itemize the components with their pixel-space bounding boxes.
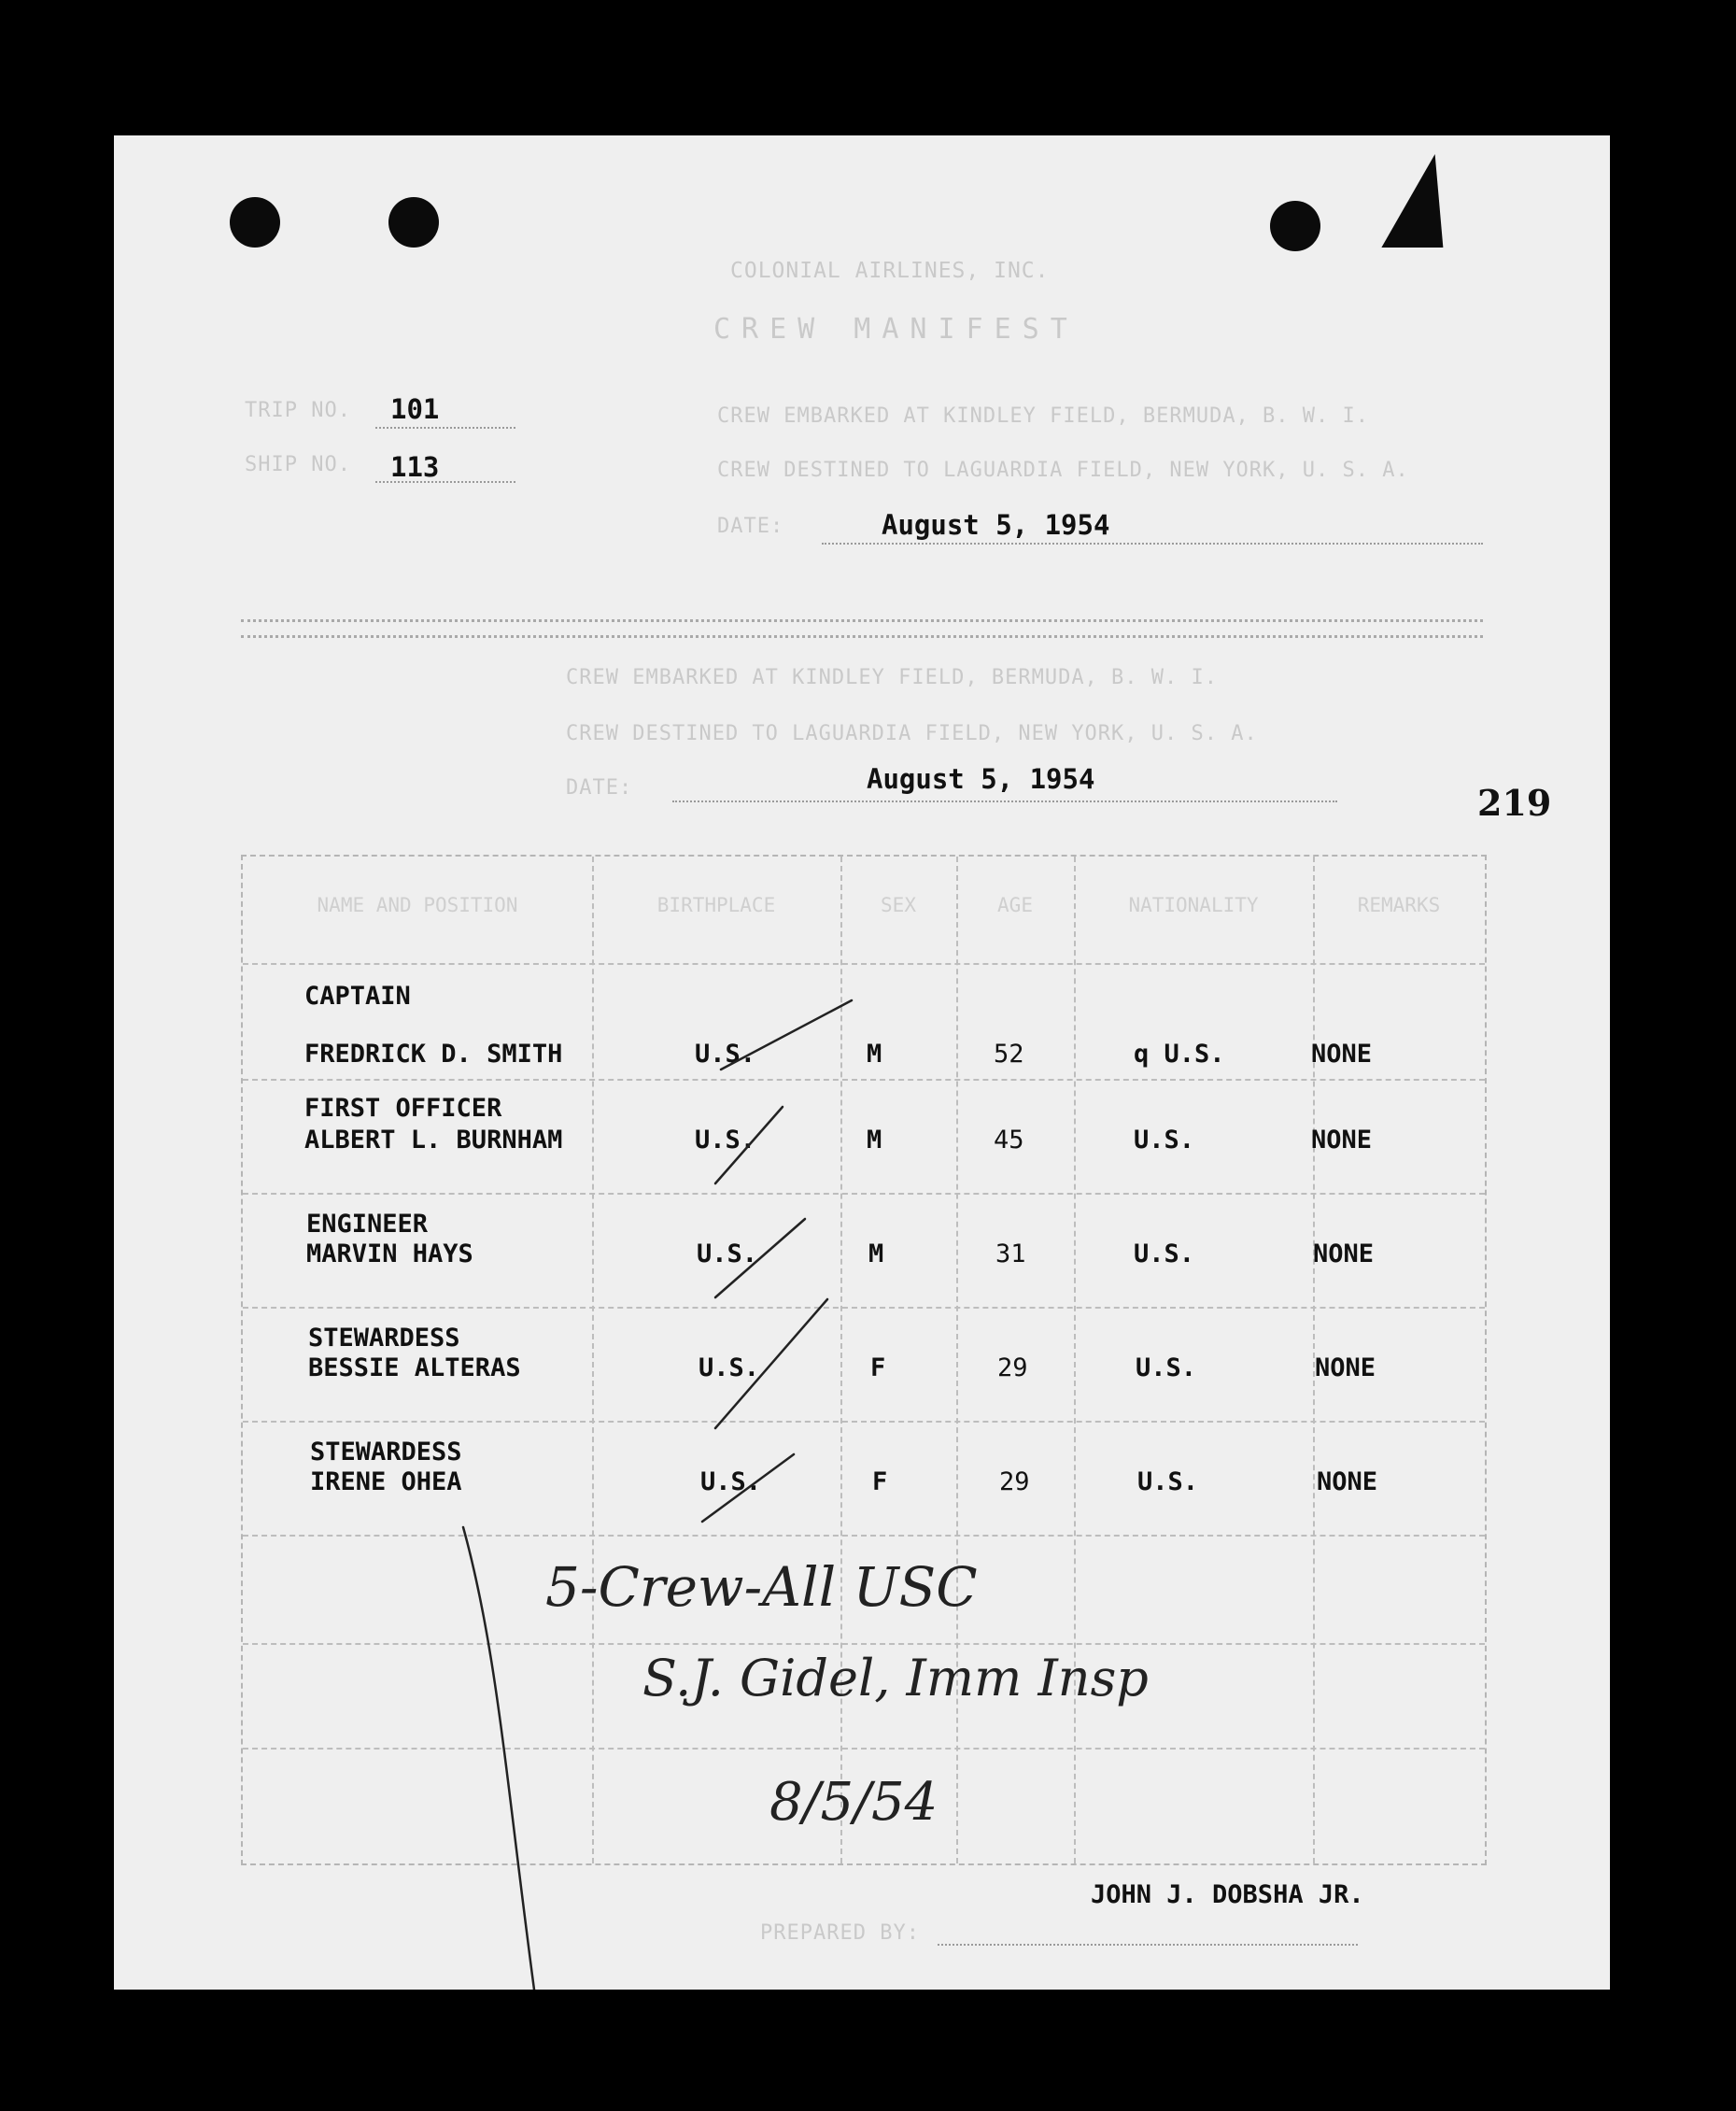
embarked-line: CREW EMBARKED AT KINDLEY FIELD, BERMUDA, B. W. I. [717,404,1370,428]
crew-position: STEWARDESS [310,1438,462,1466]
crew-age: 45 [994,1126,1024,1155]
check-mark [702,1454,794,1522]
crew-position: STEWARDESS [308,1324,460,1353]
crew-sex: F [872,1467,888,1496]
crew-nationality: U.S. [1137,1467,1199,1496]
crew-name: MARVIN HAYS [306,1240,473,1268]
crew-sex: M [868,1240,884,1268]
crew-name: ALBERT L. BURNHAM [304,1126,563,1155]
crew-nationality: U.S. [1134,1126,1195,1155]
crew-sex: F [870,1353,886,1382]
column-header-remarks: REMARKS [1357,894,1441,916]
check-mark [715,1107,783,1183]
date-value-copy: August 5, 1954 [867,763,1095,795]
preparer-name: JOHN J. DOBSHA JR. [1091,1880,1364,1909]
prepared-by-label: PREPARED BY: [760,1921,920,1945]
crew-age: 52 [994,1040,1024,1069]
crew-remarks: NONE [1315,1353,1376,1382]
margin-line [463,1527,534,1990]
crew-remarks: NONE [1311,1040,1373,1069]
crew-remarks: NONE [1317,1467,1378,1496]
crew-remarks: NONE [1313,1240,1375,1268]
trip-label: TRIP NO. [245,399,351,422]
handwritten-crew-note: 5-Crew-All USC [545,1555,978,1619]
column-header-birthplace: BIRTHPLACE [656,894,776,916]
check-mark [715,1299,827,1428]
crew-name: BESSIE ALTERAS [308,1353,521,1382]
form-title: CREW MANIFEST [713,313,1079,346]
column-header-nationality: NATIONALITY [1128,894,1259,916]
crew-age: 29 [997,1353,1028,1382]
crew-remarks: NONE [1311,1126,1373,1155]
crew-sex: M [867,1126,882,1155]
ship-label: SHIP NO. [245,453,351,476]
crew-name: FREDRICK D. SMITH [304,1040,563,1069]
column-header-name: NAME AND POSITION [317,894,518,916]
crew-birthplace: U.S. [695,1126,756,1155]
crew-nationality: q U.S. [1134,1040,1225,1069]
destined-line-copy: CREW DESTINED TO LAGUARDIA FIELD, NEW YORK, U. S. A. [566,722,1258,745]
column-header-age: AGE [997,894,1033,916]
embarked-line-copy: CREW EMBARKED AT KINDLEY FIELD, BERMUDA, B. W. I. [566,666,1219,689]
crew-nationality: U.S. [1136,1353,1197,1382]
crew-birthplace: U.S. [699,1353,760,1382]
handwritten-signature: S.J. Gidel, Imm Insp [642,1649,1149,1707]
crew-position: FIRST OFFICER [304,1094,502,1123]
crew-sex: M [867,1040,882,1069]
date-label: DATE: [717,515,784,538]
crew-position: ENGINEER [306,1210,429,1239]
destined-line: CREW DESTINED TO LAGUARDIA FIELD, NEW YORK, U. S. A. [717,459,1409,482]
date-value: August 5, 1954 [882,509,1110,541]
manifest-page [114,135,1610,1990]
column-header-sex: SEX [881,894,916,916]
ship-number: 113 [390,451,440,483]
crew-birthplace: U.S. [695,1040,756,1069]
handwritten-marks [114,135,1610,1990]
crew-position: CAPTAIN [304,982,411,1011]
date-label-copy: DATE: [566,776,633,800]
check-mark [721,1000,852,1070]
prepared-by-underline [938,1944,1358,1946]
trip-number: 101 [390,393,440,425]
crew-birthplace: U.S. [700,1467,762,1496]
check-mark [715,1219,805,1297]
crew-age: 29 [999,1467,1030,1496]
page-number: 219 [1477,782,1552,824]
company-name: COLONIAL AIRLINES, INC. [730,259,1050,283]
crew-nationality: U.S. [1134,1240,1195,1268]
crew-name: IRENE OHEA [310,1467,462,1496]
crew-birthplace: U.S. [697,1240,758,1268]
crew-age: 31 [995,1240,1026,1268]
handwritten-date: 8/5/54 [769,1772,939,1833]
